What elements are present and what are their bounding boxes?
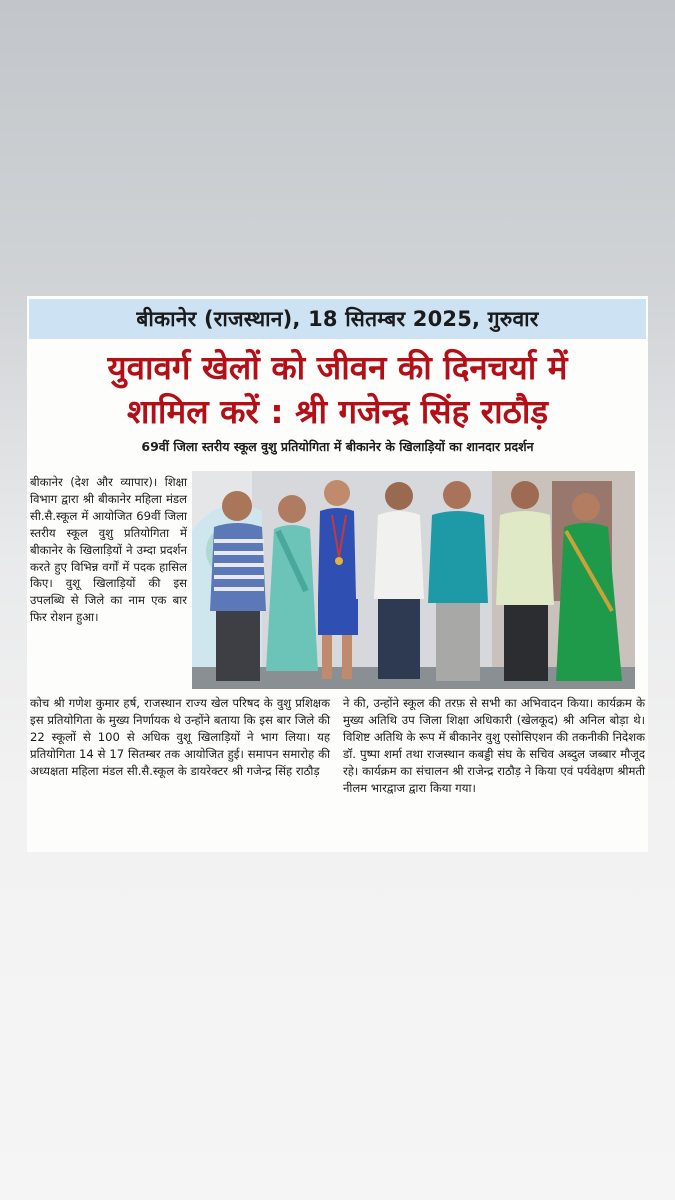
newspaper-clipping: [27, 296, 648, 852]
headline-line-2: शामिल करें : श्री गजेन्द्र सिंह राठौड़: [126, 392, 549, 431]
dateline: बीकानेर (राजस्थान), 18 सितम्बर 2025, गुरुवार: [29, 299, 646, 339]
article-paragraph-intro: बीकानेर (देश और व्यापार)। शिक्षा विभाग द्वारा श्री बीकानेर महिला मंडल सी.सै.स्कूल में आयोजित 69वीं जिला स्तरीय स्कूल वुशु प्रतियोगिता में बीकानेर के खिलाड़ियों ने उम्दा प्रदर्शन करते हुए विभिन्न वर्गों में पदक हासिल किए। वुशू खिलाड़ियों की इस उपलब्धि से जिले का नाम एक बार फिर रोशन हुआ।: [30, 475, 187, 625]
group-photo-illustration: [192, 471, 635, 689]
article-column-right: [343, 695, 645, 796]
subheadline: 69वीं जिला स्तरीय स्कूल वुशु प्रतियोगिता में बीकानेर के खिलाड़ियों का शानदार प्रदर्शन: [141, 439, 534, 454]
headline: [27, 346, 648, 434]
article-column-left: [30, 474, 187, 626]
article-column-lower-left: [30, 695, 330, 780]
headline-line-1: युवावर्ग खेलों को जीवन की दिनचर्या में: [107, 348, 568, 387]
article-paragraph-coach: कोच श्री गणेश कुमार हर्ष, राजस्थान राज्य खेल परिषद के वुशु प्रशिक्षक इस प्रतियोगिता के मुख्य निर्णायक थे उन्होंने बताया कि इस बार जिले की 22 स्कूलों से 100 से अधिक वुशू खिलाड़ियों ने भाग लिया। यह प्रतियोगिता 14 से 17 सितम्बर तक आयोजित हुई। समापन समारोह की अध्यक्षता महिला मंडल सी.सै.स्कूल के डायरेक्टर श्री गजेन्द्र सिंह राठौड़: [30, 696, 330, 778]
event-photo: [192, 471, 635, 689]
article-paragraph-guests: ने की, उन्होंने स्कूल की तरफ़ से सभी का अभिवादन किया। कार्यक्रम के मुख्य अतिथि उप जिला शिक्षा अधिकारी (खेलकूद) श्री अनिल बोड़ा थे। विशिष्ट अतिथि के रूप में बीकानेर वुशु एसोसिएशन की तकनीकी निदेशक डॉ. पुष्पा शर्मा तथा राजस्थान कबड्डी संघ के सचिव अब्दुल जब्बार मौजूद रहे। कार्यक्रम का संचालन श्री राजेन्द्र राठौड़ ने किया एवं पर्यवेक्षण श्रीमती नीलम भारद्वाज द्वारा किया गया।: [343, 696, 645, 795]
